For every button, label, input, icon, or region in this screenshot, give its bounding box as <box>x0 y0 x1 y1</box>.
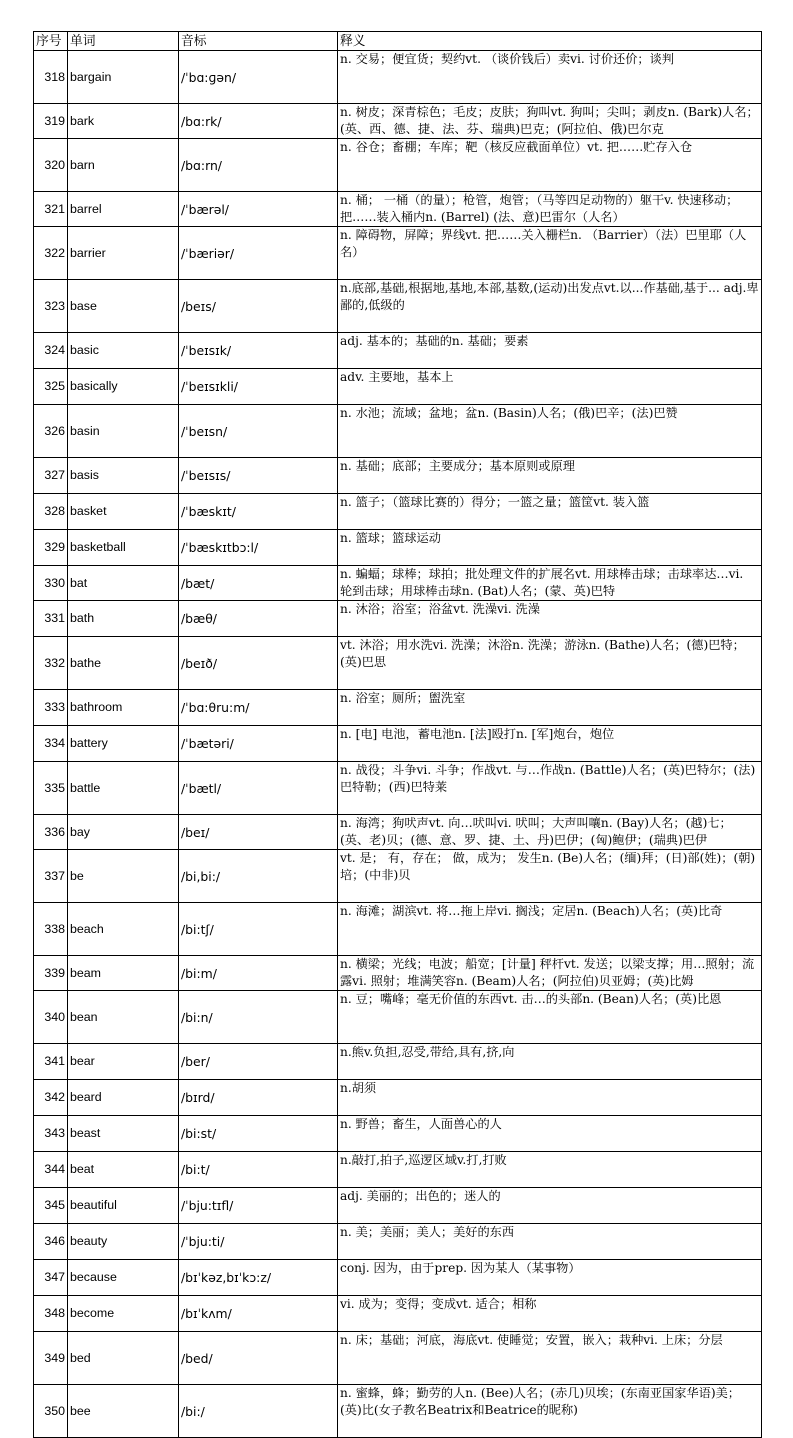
table-row <box>34 1044 762 1080</box>
table-row <box>34 991 762 1044</box>
row-index: 340 <box>34 991 68 1044</box>
row-phonetic: /ˈbeɪsɪs/ <box>179 458 338 494</box>
row-index: 327 <box>34 458 68 494</box>
table-row <box>34 1116 762 1152</box>
row-word: battery <box>68 726 179 762</box>
row-phonetic: /bɪˈkʌm/ <box>179 1296 338 1332</box>
table-row <box>34 601 762 637</box>
row-word: beast <box>68 1116 179 1152</box>
row-index: 345 <box>34 1188 68 1224</box>
row-word: barrel <box>68 192 179 227</box>
vocabulary-sheet <box>33 31 761 1438</box>
table-row <box>34 104 762 139</box>
row-index: 319 <box>34 104 68 139</box>
row-index: 335 <box>34 762 68 815</box>
row-definition: n. 野兽；畜生，人面兽心的人 <box>338 1116 762 1152</box>
row-word: bath <box>68 601 179 637</box>
row-index: 330 <box>34 566 68 601</box>
table-row <box>34 458 762 494</box>
row-word: bed <box>68 1332 179 1385</box>
row-definition: n. 海湾；狗吠声vt. 向…吠叫vi. 吠叫；大声叫嚷n. (Bay)人名；(越)七；(英、老)贝；(德、意、罗、捷、土、丹)巴伊；(匈)鲍伊；(瑞典)巴伊 <box>338 815 762 850</box>
row-word: bathroom <box>68 690 179 726</box>
row-word: be <box>68 850 179 903</box>
row-phonetic: /ˈbeɪsɪk/ <box>179 333 338 369</box>
row-phonetic: /bi:t/ <box>179 1152 338 1188</box>
row-definition: n. 战役；斗争vi. 斗争；作战vt. 与…作战n. (Battle)人名；(英)巴特尔；(法)巴特勒；(西)巴特莱 <box>338 762 762 815</box>
row-word: because <box>68 1260 179 1296</box>
row-phonetic: /bɑ:rk/ <box>179 104 338 139</box>
row-definition: n. 桶； 一桶（的量）；枪管，炮管；（马等四足动物的）躯干v. 快速移动；把……装入桶内n. (Barrel) (法、意)巴雷尔（人名） <box>338 192 762 227</box>
row-definition: n.敲打,拍子,巡逻区域v.打,打败 <box>338 1152 762 1188</box>
row-phonetic: /bi,bi:/ <box>179 850 338 903</box>
row-phonetic: /bæθ/ <box>179 601 338 637</box>
row-phonetic: /ˈbɑ:ɡən/ <box>179 51 338 104</box>
row-word: bathe <box>68 637 179 690</box>
row-phonetic: /beɪð/ <box>179 637 338 690</box>
row-definition: conj. 因为，由于prep. 因为某人（某事物） <box>338 1260 762 1296</box>
row-word: bat <box>68 566 179 601</box>
row-definition: n. 蜜蜂，蜂；勤劳的人n. (Bee)人名；(赤几)贝埃；(东南亚国家华语)美；(英)比(女子教名Beatrix和Beatrice的昵称) <box>338 1385 762 1438</box>
row-index: 344 <box>34 1152 68 1188</box>
row-index: 338 <box>34 903 68 956</box>
table-row <box>34 333 762 369</box>
table-row <box>34 726 762 762</box>
row-phonetic: /ˈbeɪsɪkli/ <box>179 369 338 405</box>
row-definition: adj. 基本的；基础的n. 基础；要素 <box>338 333 762 369</box>
table-row <box>34 1260 762 1296</box>
row-word: basket <box>68 494 179 530</box>
row-index: 349 <box>34 1332 68 1385</box>
row-word: become <box>68 1296 179 1332</box>
header-word: 单词 <box>68 32 179 51</box>
row-definition: adj. 美丽的；出色的；迷人的 <box>338 1188 762 1224</box>
table-row <box>34 1080 762 1116</box>
row-definition: n. 沐浴；浴室；浴盆vt. 洗澡vi. 洗澡 <box>338 601 762 637</box>
table-row <box>34 1296 762 1332</box>
header-row <box>34 32 762 51</box>
table-row <box>34 690 762 726</box>
table-row <box>34 405 762 458</box>
row-index: 321 <box>34 192 68 227</box>
row-phonetic: /ˈbeɪsn/ <box>179 405 338 458</box>
row-index: 323 <box>34 280 68 333</box>
table-row <box>34 1385 762 1438</box>
row-word: bee <box>68 1385 179 1438</box>
row-phonetic: /beɪ/ <box>179 815 338 850</box>
row-definition: n.熊v.负担,忍受,带给,具有,挤,向 <box>338 1044 762 1080</box>
row-definition: vt. 沐浴；用水洗vi. 洗澡；沐浴n. 洗澡；游泳n. (Bathe)人名；(德)巴特；(英)巴思 <box>338 637 762 690</box>
row-definition: n. 美；美丽；美人；美好的东西 <box>338 1224 762 1260</box>
row-phonetic: /ˈbɑ:θru:m/ <box>179 690 338 726</box>
row-phonetic: /bi:m/ <box>179 956 338 991</box>
row-word: basic <box>68 333 179 369</box>
row-word: bear <box>68 1044 179 1080</box>
header-index: 序号 <box>34 32 68 51</box>
table-row <box>34 762 762 815</box>
table-row <box>34 192 762 227</box>
row-phonetic: /ˈbæskɪt/ <box>179 494 338 530</box>
row-word: beach <box>68 903 179 956</box>
row-phonetic: /bæt/ <box>179 566 338 601</box>
row-index: 348 <box>34 1296 68 1332</box>
row-definition: n. 障碍物，屏障；界线vt. 把……关入栅栏n. （Barrier）（法）巴里耶（人名） <box>338 227 762 280</box>
row-definition: n. 树皮；深青棕色；毛皮；皮肤；狗叫vt. 狗叫；尖叫；剥皮n. (Bark)人名；(英、西、德、捷、法、芬、瑞典)巴克；(阿拉伯、俄)巴尔克 <box>338 104 762 139</box>
table-row <box>34 1152 762 1188</box>
row-index: 324 <box>34 333 68 369</box>
row-index: 336 <box>34 815 68 850</box>
row-index: 333 <box>34 690 68 726</box>
table-row <box>34 1188 762 1224</box>
table-row <box>34 530 762 566</box>
row-word: battle <box>68 762 179 815</box>
table-row <box>34 815 762 850</box>
row-phonetic: /ˈbæriər/ <box>179 227 338 280</box>
row-word: barn <box>68 139 179 192</box>
row-phonetic: /ˈbærəl/ <box>179 192 338 227</box>
row-word: bargain <box>68 51 179 104</box>
row-phonetic: /ˈbætl/ <box>179 762 338 815</box>
row-index: 322 <box>34 227 68 280</box>
table-row <box>34 637 762 690</box>
row-phonetic: /ˈbju:tɪfl/ <box>179 1188 338 1224</box>
row-index: 343 <box>34 1116 68 1152</box>
table-body <box>34 51 762 1438</box>
row-definition: n. 床；基础；河底，海底vt. 使睡觉；安置，嵌入；栽种vi. 上床；分层 <box>338 1332 762 1385</box>
table-row <box>34 227 762 280</box>
row-definition: n.底部,基础,根据地,基地,本部,基数,(运动)出发点vt.以...作基础,基于... adj.卑鄙的,低级的 <box>338 280 762 333</box>
row-word: basically <box>68 369 179 405</box>
row-index: 342 <box>34 1080 68 1116</box>
row-definition: n. 篮子；（篮球比赛的）得分；一篮之量；篮筐vt. 装入篮 <box>338 494 762 530</box>
row-definition: vt. 是； 有，存在； 做，成为； 发生n. (Be)人名；(缅)拜；(日)部(姓)；(朝)培；(中非)贝 <box>338 850 762 903</box>
row-index: 318 <box>34 51 68 104</box>
row-definition: n.胡须 <box>338 1080 762 1116</box>
row-definition: n. 浴室；厕所；盥洗室 <box>338 690 762 726</box>
row-phonetic: /ˈbju:ti/ <box>179 1224 338 1260</box>
table-row <box>34 139 762 192</box>
row-word: beam <box>68 956 179 991</box>
row-word: basis <box>68 458 179 494</box>
row-index: 331 <box>34 601 68 637</box>
row-index: 346 <box>34 1224 68 1260</box>
table-row <box>34 1224 762 1260</box>
table-row <box>34 903 762 956</box>
row-index: 341 <box>34 1044 68 1080</box>
row-definition: n. 水池；流域；盆地；盆n. (Basin)人名；(俄)巴辛；(法)巴赞 <box>338 405 762 458</box>
row-word: beard <box>68 1080 179 1116</box>
row-index: 350 <box>34 1385 68 1438</box>
row-phonetic: /bi:/ <box>179 1385 338 1438</box>
row-word: basketball <box>68 530 179 566</box>
row-phonetic: /ˈbætəri/ <box>179 726 338 762</box>
row-index: 347 <box>34 1260 68 1296</box>
row-definition: n. 横梁；光线；电波；船宽；[计量] 秤杆vt. 发送；以梁支撑；用…照射；流露vi. 照射；堆满笑容n. (Beam)人名；(阿拉伯)贝亚姆；(英)比姆 <box>338 956 762 991</box>
row-definition: n. 交易；便宜货；契约vt. （谈价钱后）卖vi. 讨价还价；谈判 <box>338 51 762 104</box>
header-definition: 释义 <box>338 32 762 51</box>
row-phonetic: /beɪs/ <box>179 280 338 333</box>
row-index: 334 <box>34 726 68 762</box>
row-phonetic: /ˈbæskɪtbɔ:l/ <box>179 530 338 566</box>
row-phonetic: /bɪˈkəz,bɪˈkɔ:z/ <box>179 1260 338 1296</box>
vocabulary-table <box>33 31 762 1438</box>
row-word: beautiful <box>68 1188 179 1224</box>
row-definition: n. 谷仓；畜棚；车库；靶（核反应截面单位）vt. 把……贮存入仓 <box>338 139 762 192</box>
row-word: beat <box>68 1152 179 1188</box>
row-phonetic: /bi:tʃ/ <box>179 903 338 956</box>
row-definition: vi. 成为；变得；变成vt. 适合；相称 <box>338 1296 762 1332</box>
row-definition: n. 基础；底部；主要成分；基本原则或原理 <box>338 458 762 494</box>
row-definition: n. 篮球；篮球运动 <box>338 530 762 566</box>
table-row <box>34 956 762 991</box>
row-word: beauty <box>68 1224 179 1260</box>
row-phonetic: /bed/ <box>179 1332 338 1385</box>
row-phonetic: /bi:n/ <box>179 991 338 1044</box>
row-index: 320 <box>34 139 68 192</box>
row-index: 337 <box>34 850 68 903</box>
table-row <box>34 369 762 405</box>
row-index: 326 <box>34 405 68 458</box>
row-phonetic: /ber/ <box>179 1044 338 1080</box>
row-index: 328 <box>34 494 68 530</box>
row-phonetic: /bɪrd/ <box>179 1080 338 1116</box>
row-index: 332 <box>34 637 68 690</box>
row-word: basin <box>68 405 179 458</box>
table-row <box>34 566 762 601</box>
row-index: 325 <box>34 369 68 405</box>
row-definition: n. 豆；嘴峰；毫无价值的东西vt. 击…的头部n. (Bean)人名；(英)比恩 <box>338 991 762 1044</box>
table-row <box>34 494 762 530</box>
row-index: 339 <box>34 956 68 991</box>
row-definition: n. [电] 电池，蓄电池n. [法]殴打n. [军]炮台，炮位 <box>338 726 762 762</box>
table-row <box>34 850 762 903</box>
row-definition: n. 蝙蝠；球棒；球拍；批处理文件的扩展名vt. 用球棒击球；击球率达…vi. 轮到击球；用球棒击球n. (Bat)人名；(蒙、英)巴特 <box>338 566 762 601</box>
row-index: 329 <box>34 530 68 566</box>
table-row <box>34 1332 762 1385</box>
row-word: bean <box>68 991 179 1044</box>
row-definition: n. 海滩；湖滨vt. 将…拖上岸vi. 搁浅；定居n. (Beach)人名；(英)比奇 <box>338 903 762 956</box>
row-word: bay <box>68 815 179 850</box>
table-row <box>34 51 762 104</box>
row-word: base <box>68 280 179 333</box>
row-word: bark <box>68 104 179 139</box>
row-phonetic: /bi:st/ <box>179 1116 338 1152</box>
row-phonetic: /bɑ:rn/ <box>179 139 338 192</box>
header-phonetic: 音标 <box>179 32 338 51</box>
row-definition: adv. 主要地，基本上 <box>338 369 762 405</box>
row-word: barrier <box>68 227 179 280</box>
table-row <box>34 280 762 333</box>
